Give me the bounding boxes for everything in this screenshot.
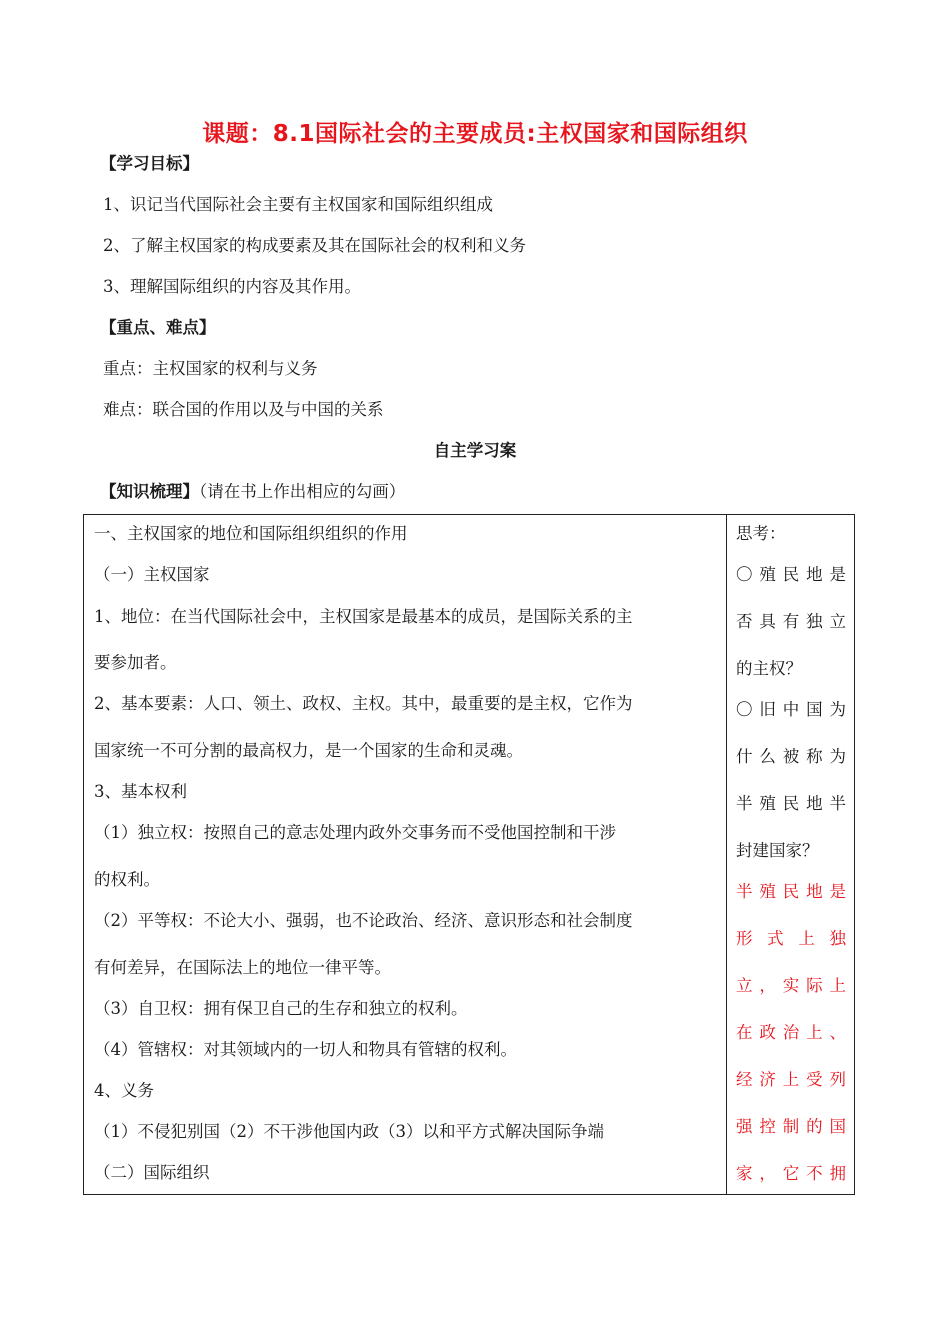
table-line: （一）主权国家 [94,565,210,584]
knowledge-heading: 【知识梳理】 [100,482,199,501]
table-line: 2、基本要素：人口、领土、政权、主权。其中，最重要的是主权，它作为 [94,694,633,713]
section-title: 自主学习案 [433,441,517,460]
difficult-point: 难点：联合国的作用以及与中国的关系 [103,400,384,419]
answer-line: 立，实际上 [736,976,846,995]
answer-line: 形式上独 [736,929,846,948]
page-title: 课题：8.1国际社会的主要成员:主权国家和国际组织 [202,121,748,147]
think-line: 什么被称为 [736,747,846,766]
keypoints-heading: 【重点、难点】 [100,318,216,337]
objectives-heading: 【学习目标】 [100,154,199,173]
objective-item: 1、识记当代国际社会主要有主权国家和国际组织组成 [103,195,493,214]
table-line: 1、地位：在当代国际社会中，主权国家是最基本的成员，是国际关系的主 [94,607,633,626]
think-line: 的主权？ [736,659,802,678]
table-line: （1）独立权：按照自己的意志处理内政外交事务而不受他国控制和干涉 [94,823,616,842]
table-line: （3）自卫权：拥有保卫自己的生存和独立的权利。 [94,999,468,1018]
key-point: 重点：主权国家的权利与义务 [103,359,318,378]
table-line: 一、主权国家的地位和国际组织组织的作用 [94,524,408,543]
answer-line: 在政治上、 [736,1023,846,1042]
table-line: （二）国际组织 [94,1163,210,1182]
objective-item: 3、理解国际组织的内容及其作用。 [103,277,361,296]
table-line: 国家统一不可分割的最高权力，是一个国家的生命和灵魂。 [94,741,523,760]
answer-line: 经济上受列 [736,1070,846,1089]
think-line: 〇旧中国为 [736,700,846,719]
table-line: （1）不侵犯别国（2）不干涉他国内政（3）以和平方式解决国际争端 [94,1122,604,1141]
objective-item: 2、了解主权国家的构成要素及其在国际社会的权利和义务 [103,236,526,255]
answer-line: 家，它不拥 [736,1164,846,1183]
table-line: 3、基本权利 [94,782,187,801]
knowledge-note: （请在书上作出相应的勾画） [199,482,406,501]
think-line: 〇殖民地是 [736,565,846,584]
table-line: 有何差异，在国际法上的地位一律平等。 [94,958,391,977]
table-line: 4、义务 [94,1081,154,1100]
table-line: 要参加者。 [94,653,177,672]
think-line: 否具有独立 [736,612,846,631]
study-table [83,514,855,1195]
table-line: （2）平等权：不论大小、强弱，也不论政治、经济、意识形态和社会制度 [94,911,633,930]
table-line: 的权利。 [94,870,160,889]
think-line: 半殖民地半 [736,794,846,813]
answer-line: 强控制的国 [736,1117,846,1136]
think-line: 封建国家？ [736,841,819,860]
answer-line: 半殖民地是 [736,882,846,901]
table-line: （4）管辖权：对其领域内的一切人和物具有管辖的权利。 [94,1040,517,1059]
column-divider [726,515,727,1194]
knowledge-line [100,478,405,502]
think-label: 思考： [736,524,786,543]
